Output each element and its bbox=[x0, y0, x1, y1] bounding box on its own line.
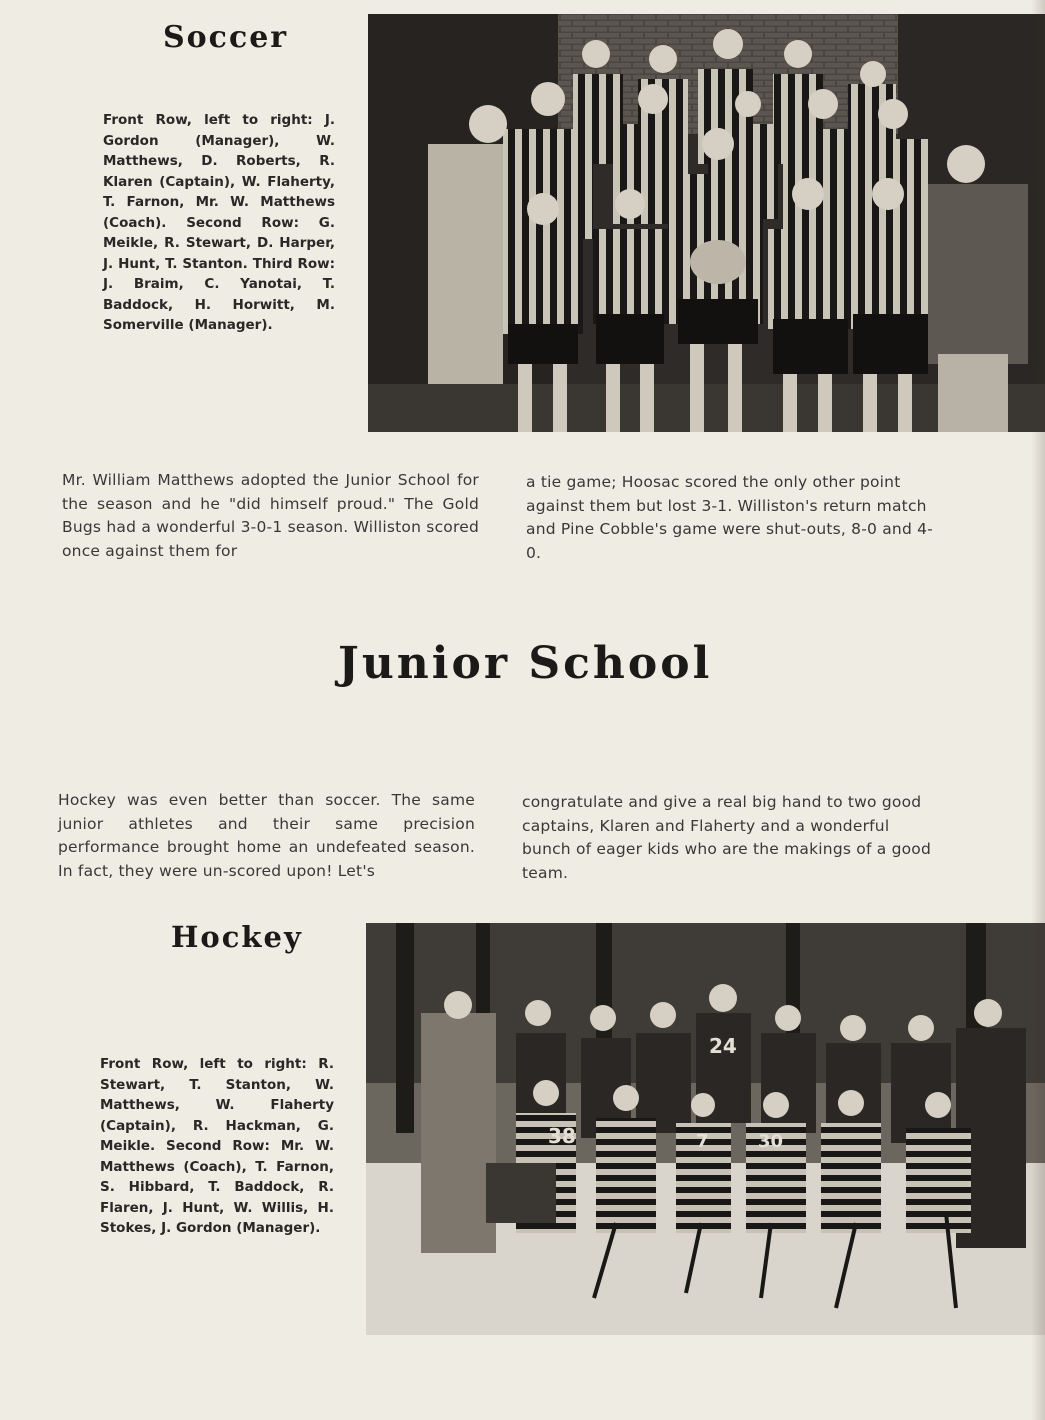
soccer-photo-caption: Front Row, left to right: J. Gordon (Manager), W. Matthews, D. Roberts, R. Klaren (Captain), W. Flaherty, T. Farnon, Mr. W. Matthews (Coach). Second Row: G. Meikle, R. Stewart, D. Harper, J. Hunt, T. Stanton. Third Row: J. Braim, C. Yanotai, T. Baddock, H. Horwitt, M. Somerville (Manager). bbox=[103, 112, 335, 333]
hockey-team-photo bbox=[366, 923, 1045, 1335]
section-title: Junior School bbox=[338, 638, 713, 689]
jersey-number-24: 24 bbox=[709, 1034, 737, 1058]
soccer-body-left: Mr. William Matthews adopted the Junior School for the season and he "did himself proud." The Gold Bugs had a wonderful 3-0-1 season. Williston scored once against them for bbox=[62, 471, 479, 560]
jersey-number-38: 38 bbox=[548, 1124, 576, 1148]
soccer-body-right: a tie game; Hoosac scored the only other point against them but lost 3-1. Williston's return match and Pine Cobble's game were shut-outs, 8-0 and 4-0. bbox=[526, 473, 933, 562]
hockey-heading: Hockey bbox=[171, 920, 303, 954]
hockey-body-right: congratulate and give a real big hand to two good captains, Klaren and Flaherty and a wonderful bunch of eager kids who are the makings of a good team. bbox=[522, 793, 932, 882]
hockey-photo-caption: Front Row, left to right: R. Stewart, T. Stanton, W. Matthews, W. Flaherty (Captain), R. Hackman, G. Meikle. Second Row: Mr. W. Matthews (Coach), T. Farnon, S. Hibbard, T. Baddock, R. Flaren, J. Hunt, W. Willis, H. Stokes, J. Gordon (Manager). bbox=[100, 1056, 334, 1236]
jersey-number-30: 30 bbox=[758, 1131, 784, 1152]
soccer-heading: Soccer bbox=[163, 20, 289, 55]
hockey-body-left: Hockey was even better than soccer. The same junior athletes and their same precision performance brought home an undefeated season. In fact, they were un-scored upon! Let's bbox=[58, 791, 475, 880]
jersey-number-7: 7 bbox=[696, 1131, 709, 1152]
soccer-team-photo bbox=[368, 14, 1045, 432]
page-edge-shadow bbox=[1031, 0, 1045, 1420]
